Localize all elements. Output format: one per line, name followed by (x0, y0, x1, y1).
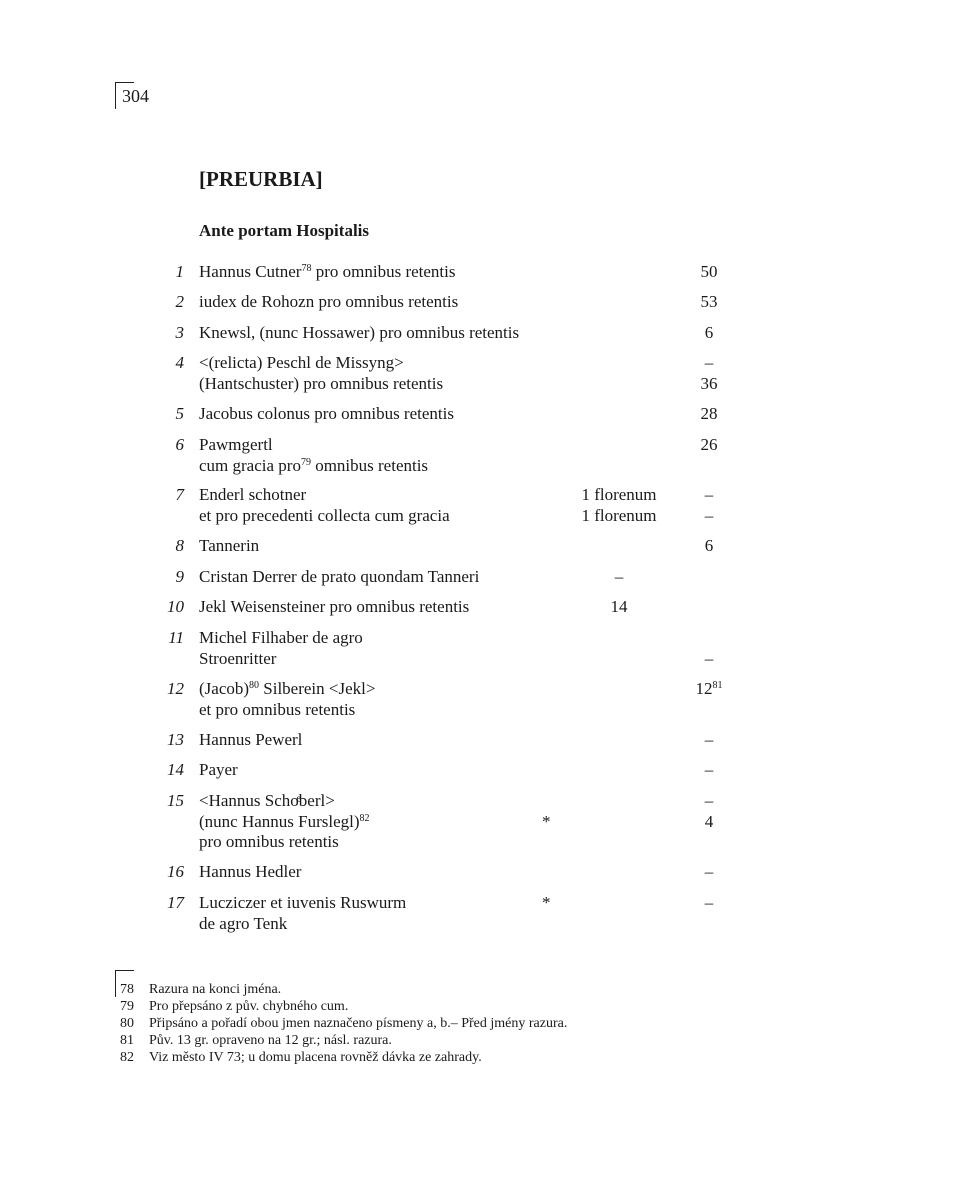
entry-text: Payer (199, 760, 238, 779)
footnote-ref: 81 (712, 680, 723, 691)
entry-text: (Jacob)$^{80}$ Silberein <Jekl> (199, 679, 376, 698)
entry-row (0, 404, 960, 425)
entry-row (0, 791, 960, 853)
entry-line (0, 914, 960, 935)
entry-amount: 26 (700, 435, 718, 454)
footnote-text: Pro přepsáno z pův. chybného cum. (149, 999, 349, 1014)
entry-amount: $12^{81}$ (695, 679, 723, 698)
entry-text: Knewsl, (nunc Hossawer) pro omnibus retentis (199, 323, 520, 342)
footnote-ref: 79 (300, 456, 311, 468)
entry-text: Jekl Weisensteiner pro omnibus retentis (199, 597, 470, 616)
entry-row (0, 323, 960, 344)
entry-line (0, 456, 960, 477)
entry-text: (nunc Hannus Furslegl)$^{82}$ (199, 811, 370, 831)
entry-amount: – (704, 862, 714, 881)
entry-line (0, 760, 960, 781)
entry-row (0, 597, 960, 618)
entry-row (0, 730, 960, 751)
entry-text: Hannus Cutner$^{78}$ pro omnibus retentis (199, 262, 456, 281)
entry-line (0, 536, 960, 557)
footnote-ref: 78 (301, 263, 312, 274)
entry-text: Lucziczer et iuvenis Ruswurm (199, 893, 407, 912)
footnote (120, 998, 567, 1015)
entry-text: <(relicta) Peschl de Missyng> (199, 353, 404, 372)
entry-row (0, 679, 960, 720)
entry-text: Hannus Hedler (199, 862, 302, 881)
entry-line (0, 567, 960, 588)
entry-amount: – (704, 505, 714, 525)
footnote-text: Razura na konci jména. (149, 982, 282, 997)
entry-row (0, 893, 960, 934)
entry-number: 12 (167, 679, 184, 698)
entry-text: iudex de Rohozn pro omnibus retentis (199, 292, 459, 311)
entry-line (0, 435, 960, 456)
entry-amount: 50 (700, 262, 718, 281)
footnote-number: 82 (120, 1050, 134, 1065)
entry-number: 10 (167, 597, 184, 616)
entry-line (0, 404, 960, 425)
entry-row (0, 485, 960, 526)
entry-amount: 53 (700, 292, 718, 311)
entry-number: 8 (175, 536, 184, 555)
entry-text: cum gracia pro$^{79}$ omnibus retentis (199, 455, 429, 475)
entry-line (0, 485, 960, 506)
footnotes (120, 981, 567, 1066)
entry-amount: – (704, 893, 714, 912)
entry-amount: – (704, 791, 714, 810)
entry-text: Hannus Pewerl (199, 730, 303, 749)
entry-text: Tannerin (199, 536, 260, 555)
section-subtitle: Ante portam Hospitalis (199, 221, 369, 240)
entry-amount: 4 (704, 811, 714, 831)
entry-line (0, 812, 960, 833)
entry-line (0, 323, 960, 344)
footnote-number: 79 (120, 999, 134, 1014)
entry-amount: – (704, 760, 714, 779)
asterisk-mark: * (542, 811, 551, 831)
footnote-number: 81 (120, 1033, 134, 1048)
entry-text: Michel Filhaber de agro (199, 628, 363, 647)
footnote-ref: 80 (249, 680, 260, 691)
entry-text: pro omnibus retentis (199, 832, 339, 851)
entry-text: Pawmgertl (199, 435, 273, 454)
entry-number: 7 (175, 485, 184, 504)
entry-line (0, 262, 960, 283)
entry-number: 17 (167, 893, 184, 912)
entry-row (0, 567, 960, 588)
entry-amount-middle: 1 florenum (581, 505, 657, 525)
footnote (120, 1049, 567, 1066)
entry-amount-middle: 1 florenum (581, 485, 657, 504)
section-title: [PREURBIA] (199, 167, 323, 191)
entry-line (0, 679, 960, 700)
entry-text: Stroenritter (199, 648, 277, 668)
entry-line (0, 506, 960, 527)
entry-row (0, 292, 960, 313)
entry-number: 13 (167, 730, 184, 749)
footnote-number: 80 (120, 1016, 134, 1031)
entry-line (0, 597, 960, 618)
entry-number: 2 (175, 292, 184, 311)
entry-text: de agro Tenk (199, 913, 288, 933)
entry-number: 5 (175, 404, 184, 423)
entry-number: 16 (167, 862, 184, 881)
footnote (120, 981, 567, 998)
entry-text: Jacobus colonus pro omnibus retentis (199, 404, 454, 423)
entry-row (0, 353, 960, 394)
entry-line (0, 649, 960, 670)
entry-number: 15 (167, 791, 184, 810)
entry-number: 11 (168, 628, 184, 647)
entry-row (0, 262, 960, 283)
entry-amount: 28 (700, 404, 718, 423)
entry-number: 1 (175, 262, 184, 281)
entry-text: Cristan Derrer de prato quondam Tanneri (199, 567, 480, 586)
entry-amount: 36 (700, 373, 718, 393)
entry-amount: – (704, 485, 714, 504)
entry-line (0, 292, 960, 313)
entry-line (0, 730, 960, 751)
entry-line (0, 791, 960, 812)
entry-line (0, 700, 960, 721)
footnote (120, 1015, 567, 1032)
entry-text: (Hantschuster) pro omnibus retentis (199, 373, 444, 393)
entry-amount: 6 (704, 536, 714, 555)
entry-amount: – (704, 353, 714, 372)
entry-number: 6 (175, 435, 184, 454)
entry-line (0, 893, 960, 914)
entry-amount: – (704, 648, 714, 668)
entry-text: et pro omnibus retentis (199, 699, 356, 719)
footnote-ref: 82 (359, 812, 370, 824)
entry-line (0, 832, 960, 853)
page-number: 304 (122, 86, 149, 106)
footnote (120, 1032, 567, 1049)
asterisk-mark: * (542, 893, 551, 912)
entry-line (0, 353, 960, 374)
entry-amount: 6 (704, 323, 714, 342)
entry-row (0, 628, 960, 669)
entry-text: <Hannus Schoͤberl> (199, 791, 335, 810)
footnote-text: Viz město IV 73; u domu placena rovněž dávka ze zahrady. (149, 1050, 482, 1065)
entry-line (0, 862, 960, 883)
entry-amount-middle: 14 (610, 597, 628, 616)
entry-number: 9 (175, 567, 184, 586)
entry-amount-middle: – (614, 567, 624, 586)
entry-number: 3 (175, 323, 184, 342)
entry-line (0, 374, 960, 395)
footnote-text: Připsáno a pořadí obou jmen naznačeno písmeny a, b.– Před jmény razura. (149, 1016, 568, 1031)
entry-amount: – (704, 730, 714, 749)
entry-text: et pro precedenti collecta cum gracia (199, 505, 450, 525)
entry-row (0, 435, 960, 476)
entry-row (0, 536, 960, 557)
footnote-number: 78 (120, 982, 134, 997)
entry-number: 14 (167, 760, 184, 779)
footnote-text: Pův. 13 gr. opraveno na 12 gr.; násl. razura. (149, 1033, 392, 1048)
entry-row (0, 760, 960, 781)
entry-row (0, 862, 960, 883)
entry-number: 4 (175, 353, 184, 372)
entry-line (0, 628, 960, 649)
entry-text: Enderl schotner (199, 485, 307, 504)
